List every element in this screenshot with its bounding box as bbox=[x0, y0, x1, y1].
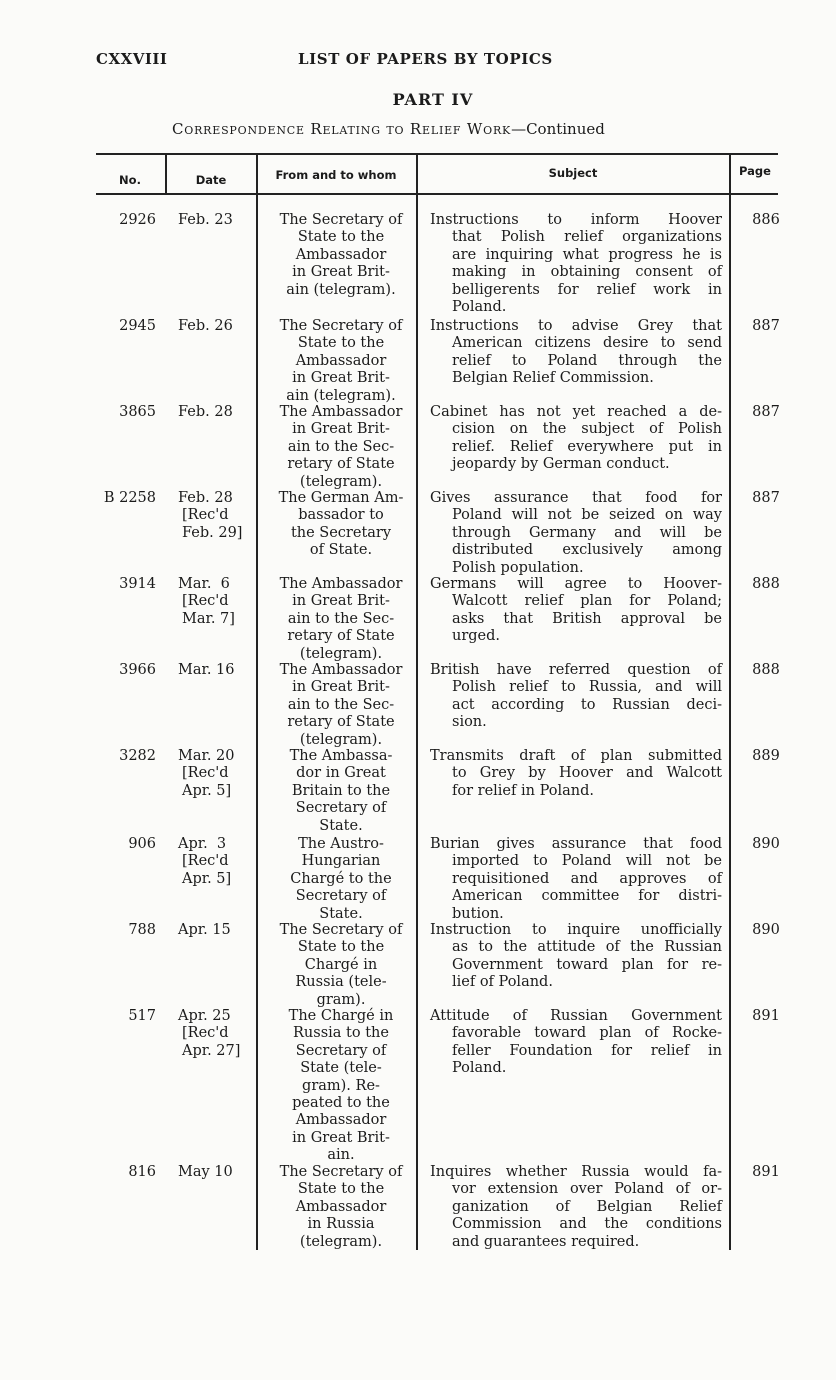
entry-number: 2945 bbox=[119, 318, 156, 334]
entry-from-to bbox=[266, 922, 416, 1009]
subject-line: belligerents for relief work in bbox=[452, 281, 722, 298]
entry-subject bbox=[430, 922, 722, 992]
date-line: [Rec'd bbox=[182, 593, 229, 610]
subject-line: Polish population. bbox=[452, 559, 584, 576]
from-line: ain. bbox=[327, 1147, 355, 1164]
table-top-rule bbox=[96, 153, 778, 155]
running-head: LIST OF PAPERS BY TOPICS bbox=[298, 50, 553, 68]
entry-page: 890 bbox=[752, 836, 780, 852]
subject-line: Transmits draft of plan submitted bbox=[430, 748, 722, 764]
subject-line: imported to Poland will not be bbox=[452, 853, 722, 870]
from-line: (telegram). bbox=[299, 731, 383, 748]
subject-line: Instructions to inform Hoover bbox=[430, 212, 722, 228]
entry-page: 890 bbox=[752, 922, 780, 938]
section-title bbox=[172, 120, 605, 138]
from-line: State (tele- bbox=[300, 1060, 382, 1077]
entry-number: 517 bbox=[128, 1008, 156, 1024]
date-line: Apr. 5] bbox=[182, 870, 232, 887]
subject-line: requisitioned and approves of bbox=[452, 870, 722, 887]
table-header-rule bbox=[96, 193, 778, 195]
from-line: The German Am- bbox=[278, 490, 404, 506]
from-line: in Great Brit- bbox=[292, 264, 390, 281]
from-line: The Chargé in bbox=[288, 1008, 394, 1024]
entry-from-to bbox=[266, 318, 416, 405]
subject-line: sion. bbox=[452, 714, 487, 731]
date-line: [Rec'd bbox=[182, 853, 229, 870]
subject-line: jeopardy by German conduct. bbox=[452, 456, 670, 473]
subject-line: asks that British approval be bbox=[452, 610, 722, 627]
subject-line: Polish relief to Russia, and will bbox=[452, 679, 722, 696]
entry-page: 888 bbox=[752, 576, 780, 592]
from-line: in Great Brit- bbox=[292, 1129, 390, 1146]
date-line: May 10 bbox=[178, 1164, 233, 1180]
from-line: Ambassador bbox=[295, 1112, 387, 1129]
subject-line: distributed exclusively among bbox=[452, 542, 722, 559]
from-line: Russia (tele- bbox=[295, 974, 387, 991]
from-line: State to the bbox=[297, 939, 385, 956]
subject-line: lief of Poland. bbox=[452, 974, 553, 991]
from-line: Ambassador bbox=[295, 1198, 387, 1215]
from-line: The Ambassador bbox=[279, 662, 403, 678]
from-line: peated to the bbox=[292, 1095, 390, 1112]
entry-date bbox=[178, 748, 258, 800]
column-header-date: Date bbox=[195, 173, 227, 187]
entry-subject bbox=[430, 318, 722, 388]
from-line: The Secretary of bbox=[279, 318, 403, 334]
column-header-from: From and to whom bbox=[275, 168, 397, 182]
subject-line: vor extension over Poland of or- bbox=[452, 1181, 722, 1198]
from-line: The Ambassador bbox=[279, 576, 403, 592]
subject-line: American citizens desire to send bbox=[452, 335, 722, 352]
subject-line: act according to Russian deci- bbox=[452, 696, 722, 713]
entry-date bbox=[178, 1164, 258, 1181]
from-line: ain (telegram). bbox=[286, 281, 396, 298]
entry-number: 3865 bbox=[119, 404, 156, 420]
from-line: in Russia bbox=[307, 1216, 375, 1233]
subject-line: and guarantees required. bbox=[452, 1233, 640, 1250]
entry-page: 889 bbox=[752, 748, 780, 764]
entry-number: B 2258 bbox=[103, 490, 156, 506]
entry-from-to bbox=[266, 404, 416, 491]
column-header-no: No. bbox=[119, 173, 141, 187]
from-line: Secretary of bbox=[295, 888, 387, 905]
entry-date bbox=[178, 404, 258, 421]
entry-subject bbox=[430, 404, 722, 474]
from-line: The Secretary of bbox=[279, 1164, 403, 1180]
date-line: Feb. 26 bbox=[178, 318, 233, 334]
subject-line: through Germany and will be bbox=[452, 524, 722, 541]
subject-line: bution. bbox=[452, 905, 504, 922]
entry-number: 3966 bbox=[119, 662, 156, 678]
subject-line: Belgian Relief Commission. bbox=[452, 370, 654, 387]
date-line: Feb. 28 bbox=[178, 404, 233, 420]
from-line: Russia to the bbox=[293, 1025, 389, 1042]
from-line: Britain to the bbox=[291, 782, 391, 799]
subject-line: Inquires whether Russia would fa- bbox=[430, 1164, 722, 1180]
subject-line: Germans will agree to Hoover- bbox=[430, 576, 722, 592]
entry-subject bbox=[430, 748, 722, 800]
date-line: [Rec'd bbox=[182, 507, 229, 524]
entry-date bbox=[178, 922, 258, 939]
entry-subject bbox=[430, 212, 722, 316]
entry-number: 906 bbox=[128, 836, 156, 852]
from-line: State to the bbox=[297, 229, 385, 246]
entry-from-to bbox=[266, 212, 416, 299]
part-heading: PART IV bbox=[392, 90, 474, 109]
entry-date bbox=[178, 1008, 258, 1060]
page-folio: CXXVIII bbox=[96, 50, 168, 68]
from-line: ain to the Sec- bbox=[287, 438, 395, 455]
from-line: Hungarian bbox=[301, 853, 381, 870]
subject-line: urged. bbox=[452, 628, 501, 645]
from-line: (telegram). bbox=[299, 473, 383, 490]
date-line: [Rec'd bbox=[182, 765, 229, 782]
from-line: The Secretary of bbox=[279, 922, 403, 938]
entry-date bbox=[178, 576, 258, 628]
from-line: of State. bbox=[309, 542, 373, 559]
from-line: Ambassador bbox=[295, 352, 387, 369]
subject-line: Poland. bbox=[452, 299, 507, 316]
from-line: ain (telegram). bbox=[286, 387, 396, 404]
subject-line: ganization of Belgian Relief bbox=[452, 1198, 722, 1215]
entry-from-to bbox=[266, 662, 416, 749]
date-line: Mar. 7] bbox=[182, 610, 235, 627]
from-line: in Great Brit- bbox=[292, 421, 390, 438]
entry-page: 887 bbox=[752, 404, 780, 420]
from-line: retary of State bbox=[287, 456, 395, 473]
from-line: in Great Brit- bbox=[292, 679, 390, 696]
column-rule bbox=[165, 155, 167, 193]
entry-page: 886 bbox=[752, 212, 780, 228]
subject-line: British have referred question of bbox=[430, 662, 722, 678]
from-line: State to the bbox=[297, 335, 385, 352]
entry-page: 891 bbox=[752, 1164, 780, 1180]
from-line: The Secretary of bbox=[279, 212, 403, 228]
section-title-text: Correspondence Relating to Relief Work bbox=[172, 120, 512, 138]
entry-from-to bbox=[266, 576, 416, 663]
from-line: (telegram). bbox=[299, 645, 383, 662]
entry-subject bbox=[430, 576, 722, 646]
from-line: ain to the Sec- bbox=[287, 610, 395, 627]
from-line: Ambassador bbox=[295, 246, 387, 263]
subject-line: cision on the subject of Polish bbox=[452, 421, 722, 438]
column-rule bbox=[729, 155, 731, 1250]
from-line: gram). Re- bbox=[302, 1077, 380, 1094]
date-line: Apr. 3 bbox=[178, 836, 227, 852]
column-rule bbox=[416, 155, 418, 1250]
entry-from-to bbox=[266, 1008, 416, 1165]
subject-line: for relief in Poland. bbox=[452, 782, 594, 799]
from-line: the Secretary bbox=[290, 524, 392, 541]
date-line: Apr. 27] bbox=[182, 1042, 241, 1059]
entry-number: 2926 bbox=[119, 212, 156, 228]
subject-line: relief. Relief everywhere put in bbox=[452, 438, 722, 455]
subject-line: Attitude of Russian Government bbox=[430, 1008, 722, 1024]
subject-line: Cabinet has not yet reached a de- bbox=[430, 404, 722, 420]
date-line: Feb. 23 bbox=[178, 212, 233, 228]
subject-line: are inquiring what progress he is bbox=[452, 246, 722, 263]
date-line: Apr. 5] bbox=[182, 782, 232, 799]
subject-line: to Grey by Hoover and Walcott bbox=[452, 765, 722, 782]
subject-line: feller Foundation for relief in bbox=[452, 1042, 722, 1059]
subject-line: Government toward plan for re- bbox=[452, 956, 722, 973]
entry-from-to bbox=[266, 1164, 416, 1251]
subject-line: relief to Poland through the bbox=[452, 352, 722, 369]
date-line: Apr. 25 bbox=[178, 1008, 231, 1024]
entry-number: 816 bbox=[128, 1164, 156, 1180]
entry-number: 788 bbox=[128, 922, 156, 938]
entry-subject bbox=[430, 1164, 722, 1251]
entry-from-to bbox=[266, 748, 416, 835]
date-line: Feb. 29] bbox=[182, 524, 243, 541]
entry-subject bbox=[430, 490, 722, 577]
from-line: Chargé in bbox=[304, 956, 378, 973]
date-line: Apr. 15 bbox=[178, 922, 231, 938]
date-line: Mar. 16 bbox=[178, 662, 235, 678]
subject-line: Instructions to advise Grey that bbox=[430, 318, 722, 334]
from-line: retary of State bbox=[287, 714, 395, 731]
date-line: [Rec'd bbox=[182, 1025, 229, 1042]
entry-page: 887 bbox=[752, 318, 780, 334]
from-line: dor in Great bbox=[296, 765, 386, 782]
from-line: in Great Brit- bbox=[292, 370, 390, 387]
subject-line: making in obtaining consent of bbox=[452, 264, 722, 281]
entry-page: 891 bbox=[752, 1008, 780, 1024]
subject-line: Instruction to inquire unofficially bbox=[430, 922, 722, 938]
from-line: The Ambassa- bbox=[289, 748, 393, 764]
entry-subject bbox=[430, 836, 722, 923]
entry-page: 887 bbox=[752, 490, 780, 506]
from-line: The Austro- bbox=[298, 836, 384, 852]
from-line: in Great Brit- bbox=[292, 593, 390, 610]
subject-line: favorable toward plan of Rocke- bbox=[452, 1025, 722, 1042]
from-line: State. bbox=[319, 905, 363, 922]
entry-date bbox=[178, 212, 258, 229]
entry-page: 888 bbox=[752, 662, 780, 678]
entry-date bbox=[178, 836, 258, 888]
subject-line: American committee for distri- bbox=[452, 888, 722, 905]
from-line: retary of State bbox=[287, 628, 395, 645]
subject-line: Poland will not be seized on way bbox=[452, 507, 722, 524]
from-line: The Ambassador bbox=[279, 404, 403, 420]
entry-number: 3914 bbox=[119, 576, 156, 592]
subject-line: Poland. bbox=[452, 1060, 507, 1077]
date-line: Feb. 28 bbox=[178, 490, 233, 506]
subject-line: that Polish relief organizations bbox=[452, 229, 722, 246]
entry-from-to bbox=[266, 836, 416, 923]
subject-line: Walcott relief plan for Poland; bbox=[452, 593, 722, 610]
subject-line: Gives assurance that food for bbox=[430, 490, 722, 506]
from-line: bassador to bbox=[298, 507, 384, 524]
date-line: Mar. 20 bbox=[178, 748, 235, 764]
from-line: State. bbox=[319, 817, 363, 834]
entry-date bbox=[178, 662, 258, 679]
from-line: Chargé to the bbox=[290, 870, 392, 887]
entry-number: 3282 bbox=[119, 748, 156, 764]
from-line: Secretary of bbox=[295, 1042, 387, 1059]
from-line: gram). bbox=[316, 991, 366, 1008]
entry-from-to bbox=[266, 490, 416, 560]
from-line: State to the bbox=[297, 1181, 385, 1198]
entry-subject bbox=[430, 1008, 722, 1078]
from-line: (telegram). bbox=[299, 1233, 383, 1250]
section-continued: —Continued bbox=[511, 120, 605, 138]
from-line: ain to the Sec- bbox=[287, 696, 395, 713]
entry-date bbox=[178, 490, 258, 542]
date-line: Mar. 6 bbox=[178, 576, 230, 592]
column-header-page: Page bbox=[739, 164, 771, 178]
from-line: Secretary of bbox=[295, 800, 387, 817]
subject-line: Commission and the conditions bbox=[452, 1216, 722, 1233]
subject-line: Burian gives assurance that food bbox=[430, 836, 722, 852]
subject-line: as to the attitude of the Russian bbox=[452, 939, 722, 956]
entry-subject bbox=[430, 662, 722, 732]
entry-date bbox=[178, 318, 258, 335]
column-header-subject: Subject bbox=[548, 166, 598, 180]
